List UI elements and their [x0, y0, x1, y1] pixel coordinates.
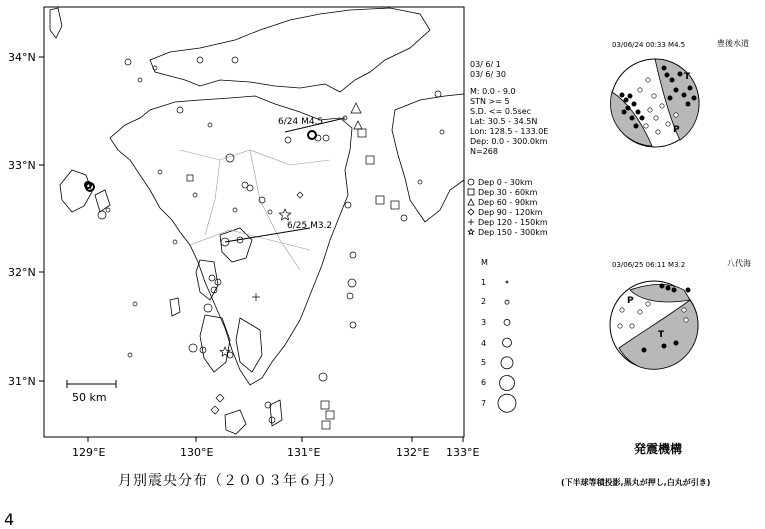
lon-label-131: 131°E	[287, 446, 321, 459]
fm1-dots-17	[686, 102, 690, 106]
fm1-dots-22	[660, 104, 664, 108]
info-date-from: 03/ 6/ 1	[470, 60, 501, 69]
mechanism-2-header: 03/06/25 06:11 M3.2	[612, 261, 686, 269]
fm1-dots-15	[688, 86, 692, 90]
mechanism-1-region: 豊後水道	[717, 39, 749, 48]
fm1-dots-5	[636, 110, 640, 114]
focal-mechanism-2	[610, 281, 698, 369]
mag-legend-circle-3	[503, 338, 512, 347]
mechanism-title: 発震機構	[634, 442, 683, 456]
lon-label-132: 132°E	[396, 446, 430, 459]
depth-legend-symbol-2	[468, 199, 474, 205]
magnitude-legend-circles	[498, 281, 516, 412]
mag-legend-4: 4	[481, 339, 487, 348]
fm2-dots-5	[674, 341, 678, 345]
fm2-dots-10	[638, 310, 642, 314]
mechanism-2-region: 八代海	[727, 259, 751, 268]
depth-legend-0: Dep 0 - 30km	[478, 178, 533, 187]
lon-label-130: 130°E	[180, 446, 214, 459]
svg-text:P: P	[673, 125, 680, 135]
mag-legend-circle-5	[500, 376, 515, 391]
fm1-dots-14	[682, 93, 686, 97]
mag-legend-circle-2	[504, 319, 510, 325]
map-frame	[44, 7, 464, 437]
lon-label-133: 133°E	[446, 446, 480, 459]
fm2-dots-3	[686, 288, 690, 292]
fm1-dots-7	[640, 116, 644, 120]
mag-legend-circle-0	[506, 281, 508, 283]
info-stn: STN >= 5	[470, 97, 510, 106]
info-lon: Lon: 128.5 - 133.0E	[470, 127, 549, 136]
fm1-dots-10	[665, 73, 669, 77]
fm2-dots-12	[682, 308, 686, 312]
fm1-dots-28	[646, 78, 650, 82]
fm1-dots-4	[632, 102, 636, 106]
lat-label-34: 34°N	[8, 51, 36, 64]
lat-label-32: 32°N	[8, 266, 36, 279]
fm1-dots-3	[626, 106, 630, 110]
lon-label-129: 129°E	[72, 446, 106, 459]
info-sd: S.D. <= 0.5sec	[470, 107, 532, 116]
fm2-dots-4	[642, 348, 646, 352]
fm1-dots-19	[662, 66, 666, 70]
mag-legend-6: 6	[481, 378, 487, 387]
focal-mechanism-1	[610, 59, 699, 147]
mechanism-note: (下半球等積投影,黒丸が押し,白丸が引き)	[561, 478, 711, 487]
info-date-to: 03/ 6/ 30	[470, 70, 506, 79]
svg-text:T: T	[658, 330, 665, 340]
scale-bar-label: 50 km	[72, 391, 107, 404]
fm2-dots-2	[672, 288, 676, 292]
info-lat: Lat: 30.5 - 34.5N	[470, 117, 538, 126]
fm2-dots-13	[684, 318, 688, 322]
depth-legend-5: Dep 150 - 300km	[478, 228, 548, 237]
mag-legend-circle-1	[505, 300, 509, 304]
fm1-dots-6	[630, 116, 634, 120]
mag-legend-7: 7	[481, 399, 487, 408]
fm1-dots-8	[634, 124, 638, 128]
depth-legend-symbol-5	[468, 229, 474, 234]
mag-legend-circle-4	[501, 357, 513, 369]
fm1-dots-0	[620, 93, 624, 97]
fm1-dots-21	[654, 116, 658, 120]
fm1-dots-16	[692, 96, 696, 100]
mag-legend-title: M	[481, 258, 488, 267]
fm1-dots-27	[638, 88, 642, 92]
depth-legend-2: Dep 60 - 90km	[478, 198, 538, 207]
fm1-dots-12	[678, 72, 682, 76]
fm2-dots-9	[630, 324, 634, 328]
fm1-dots-18	[668, 96, 672, 100]
fm2-dots-6	[662, 344, 666, 348]
fm1-dots-13	[674, 88, 678, 92]
fm1-dots-20	[648, 108, 652, 112]
page-number: 4	[4, 510, 15, 529]
fm1-dots-26	[674, 113, 678, 117]
depth-legend-symbols	[468, 179, 474, 234]
info-n: N=268	[470, 147, 498, 156]
depth-legend-symbol-0	[468, 179, 474, 185]
depth-legend-symbol-1	[468, 189, 474, 195]
depth-legend-3: Dep 90 - 120km	[478, 208, 543, 217]
mag-legend-5: 5	[481, 358, 487, 367]
info-dep: Dep: 0.0 - 300.0km	[470, 137, 548, 146]
fm2-dots-7	[620, 308, 624, 312]
fm2-dots-1	[666, 286, 670, 290]
fm1-dots-2	[628, 94, 632, 98]
fm1-dots-1	[624, 98, 628, 102]
fm1-dots-24	[656, 130, 660, 134]
fm1-dots-29	[652, 94, 656, 98]
annotation-6-25: 6/25 M3.2	[287, 221, 333, 231]
fm1-dots-25	[666, 122, 670, 126]
svg-text:T: T	[684, 72, 691, 82]
mag-legend-circle-6	[498, 394, 516, 412]
lat-label-31: 31°N	[8, 375, 36, 388]
info-m-range: M: 0.0 - 9.0	[470, 87, 516, 96]
mechanism-1-header: 03/06/24 00:33 M4.5	[612, 41, 686, 49]
depth-legend-symbol-3	[468, 209, 474, 215]
page-title: 月別震央分布（２００３年６月）	[118, 473, 343, 489]
mag-legend-3: 3	[481, 318, 487, 327]
mag-legend-2: 2	[481, 297, 487, 306]
fm2-dots-11	[646, 302, 650, 306]
fm1-dots-9	[622, 110, 626, 114]
depth-legend-symbol-4	[468, 219, 474, 225]
fm1-dots-23	[644, 124, 648, 128]
fm1-dots-11	[670, 78, 674, 82]
mag-legend-1: 1	[481, 278, 487, 287]
svg-text:P: P	[627, 296, 634, 306]
lat-label-33: 33°N	[8, 159, 36, 172]
fm2-dots-0	[660, 284, 664, 288]
depth-legend-1: Dep 30 - 60km	[478, 188, 538, 197]
fm2-dots-8	[618, 324, 622, 328]
annotation-6-24: 6/24 M4.5	[278, 117, 324, 127]
depth-legend-4: Dep 120 - 150km	[478, 218, 548, 227]
